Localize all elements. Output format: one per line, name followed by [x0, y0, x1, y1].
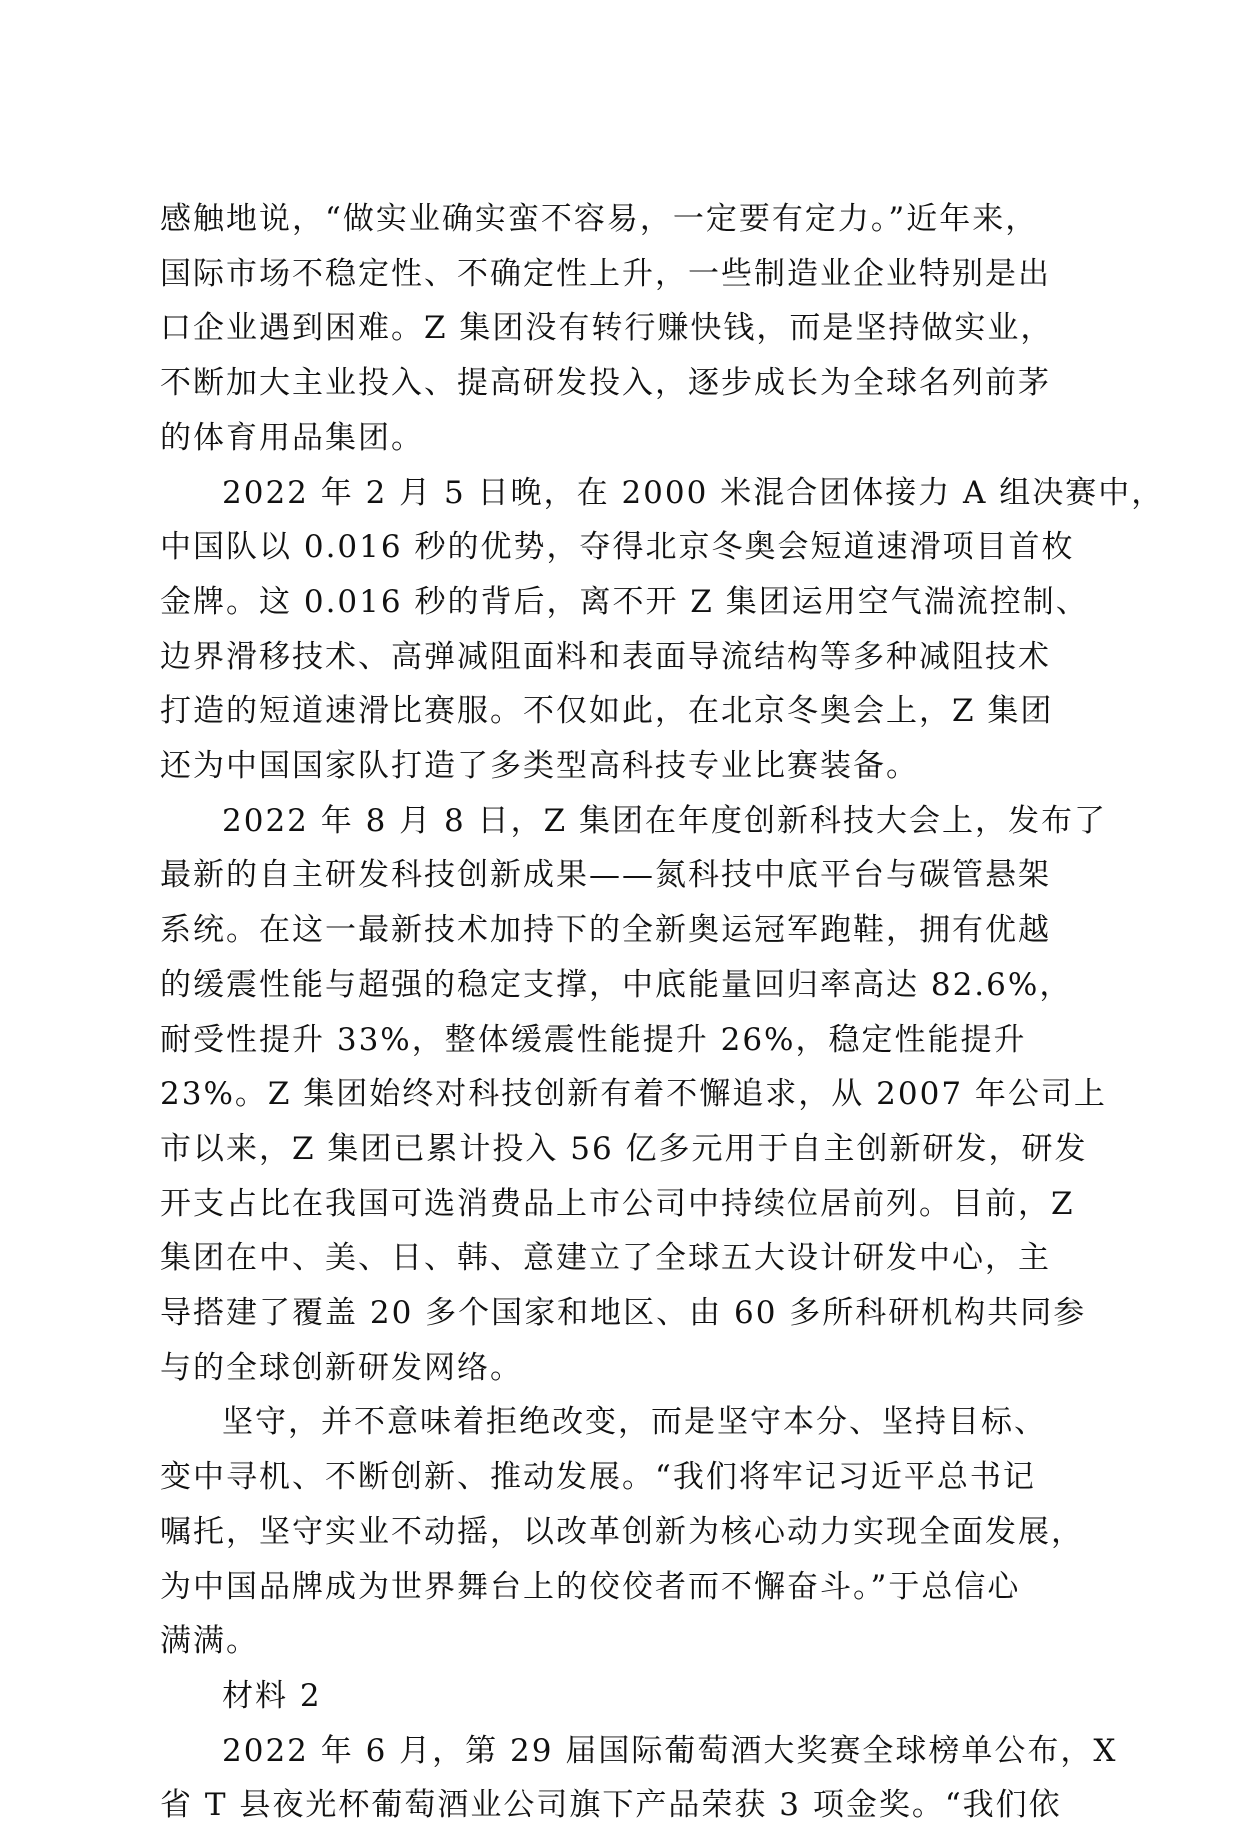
text-line: 耐受性提升 33%，整体缓震性能提升 26%，稳定性能提升: [160, 1021, 1027, 1058]
text-line: 口企业遇到困难。Z 集团没有转行赚快钱，而是坚持做实业，: [160, 310, 1054, 347]
text-line: 2022 年 6 月，第 29 届国际葡萄酒大奖赛全球榜单公布，X: [222, 1732, 1118, 1769]
text-line: 23%。Z 集团始终对科技创新有着不懈追求，从 2007 年公司上: [160, 1076, 1107, 1113]
text-line: 还为中国国家队打造了多类型高科技专业比赛装备。: [160, 748, 919, 785]
text-line: 打造的短道速滑比赛服。不仅如此，在北京冬奥会上，Z 集团: [160, 693, 1054, 730]
paragraph: [160, 192, 1098, 466]
paragraph: [160, 794, 1108, 1396]
text-line: 的缓震性能与超强的稳定支撑，中底能量回归率高达 82.6%，: [160, 966, 1073, 1003]
text-line: 嘱托，坚守实业不动摇，以改革创新为核心动力实现全面发展，: [160, 1513, 1084, 1550]
text-line: 市以来，Z 集团已累计投入 56 亿多元用于自主创新研发，研发: [160, 1130, 1088, 1167]
text-line: 为中国品牌成为世界舞台上的佼佼者而不懈奋斗。”于总信心: [160, 1568, 1021, 1605]
text-line: 坚守，并不意味着拒绝改变，而是坚守本分、坚持目标、: [222, 1404, 1047, 1441]
paragraph: [160, 1395, 1098, 1669]
text-line: 国际市场不稳定性、不确定性上升，一些制造业企业特别是出: [160, 255, 1051, 292]
text-line: 集团在中、美、日、韩、意建立了全球五大设计研发中心，主: [160, 1240, 1051, 1277]
text-line: 金牌。这 0.016 秒的背后，离不开 Z 集团运用空气湍流控制、: [160, 583, 1089, 620]
text-line: 开支占比在我国可选消费品上市公司中持续位居前列。目前，Z: [160, 1185, 1075, 1222]
paragraph: [160, 466, 1165, 794]
text-line: 导搭建了覆盖 20 多个国家和地区、由 60 多所科研机构共同参: [160, 1295, 1087, 1332]
text-line: 2022 年 2 月 5 日晚，在 2000 米混合团体接力 A 组决赛中，: [222, 474, 1165, 511]
text-line: 满满。: [160, 1623, 259, 1660]
text-line: 中国队以 0.016 秒的优势，夺得北京冬奥会短道速滑项目首枚: [160, 529, 1075, 566]
document-page: [160, 192, 1165, 1833]
text-line: 省 T 县夜光杯葡萄酒业公司旗下产品荣获 3 项金奖。“我们依: [160, 1787, 1062, 1824]
text-line: 系统。在这一最新技术加持下的全新奥运冠军跑鞋，拥有优越: [160, 912, 1051, 949]
text-line: 变中寻机、不断创新、推动发展。“我们将牢记习近平总书记: [160, 1459, 1036, 1496]
text-line: 不断加大主业投入、提高研发投入，逐步成长为全球名列前茅: [160, 365, 1051, 402]
text-line: 与的全球创新研发网络。: [160, 1349, 523, 1386]
paragraph: [160, 1669, 1098, 1724]
text-line: 2022 年 8 月 8 日，Z 集团在年度创新科技大会上，发布了: [222, 802, 1108, 839]
paragraph: [160, 1724, 1118, 1833]
text-line: 最新的自主研发科技创新成果——氮科技中底平台与碳管悬架: [160, 857, 1051, 894]
text-line: 感触地说，“做实业确实蛮不容易，一定要有定力。”近年来，: [160, 201, 1039, 237]
text-line: 边界滑移技术、高弹减阻面料和表面导流结构等多种减阻技术: [160, 638, 1051, 675]
text-line: 的体育用品集团。: [160, 419, 424, 456]
text-line: 材料 2: [222, 1677, 322, 1714]
